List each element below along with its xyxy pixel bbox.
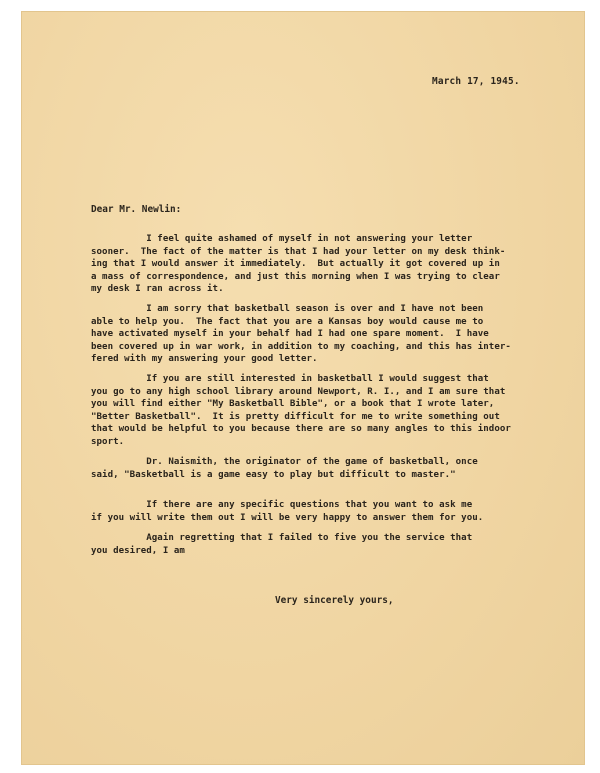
paragraph-3: If you are still interested in basketball I would suggest that you go to any high school library around Newport, R. I., and I am sure that you will find either "My Basketball Bible", or a book that I wrote later, "Better Basketball". It is pretty difficult for me to write something out that would be helpful to you because there are so many angles to this indoor sport. — [91, 374, 511, 447]
paragraph-1: I feel quite ashamed of myself in not answering your letter sooner. The fact of the matter is that I had your letter on my desk think- ing that I would answer it immediately. But actually it got covered up in a mass of correspondence, and just this morning when I was trying to clear my desk I ran across it. — [91, 234, 506, 295]
salutation: Dear Mr. Newlin: — [91, 204, 182, 215]
letter-page — [22, 12, 584, 764]
paragraph-2: I am sorry that basketball season is over and I have not been able to help you. The fact that you are a Kansas boy would cause me to have activated myself in your behalf had I had one spare moment. I have been covered up in war work, in addition to my coaching, and this has inter- fered with my answering your good letter. — [91, 304, 511, 365]
paragraph-5: If there are any specific questions that you want to ask me if you will write them out I will be very happy to answer them for you. — [91, 500, 484, 523]
letter-date: March 17, 1945. — [432, 76, 520, 87]
paragraph-6: Again regretting that I failed to five you the service that you desired, I am — [91, 533, 473, 556]
paragraph-4: Dr. Naismith, the originator of the game of basketball, once said, "Basketball is a game easy to play but difficult to master." — [91, 457, 478, 480]
closing: Very sincerely yours, — [275, 595, 394, 606]
